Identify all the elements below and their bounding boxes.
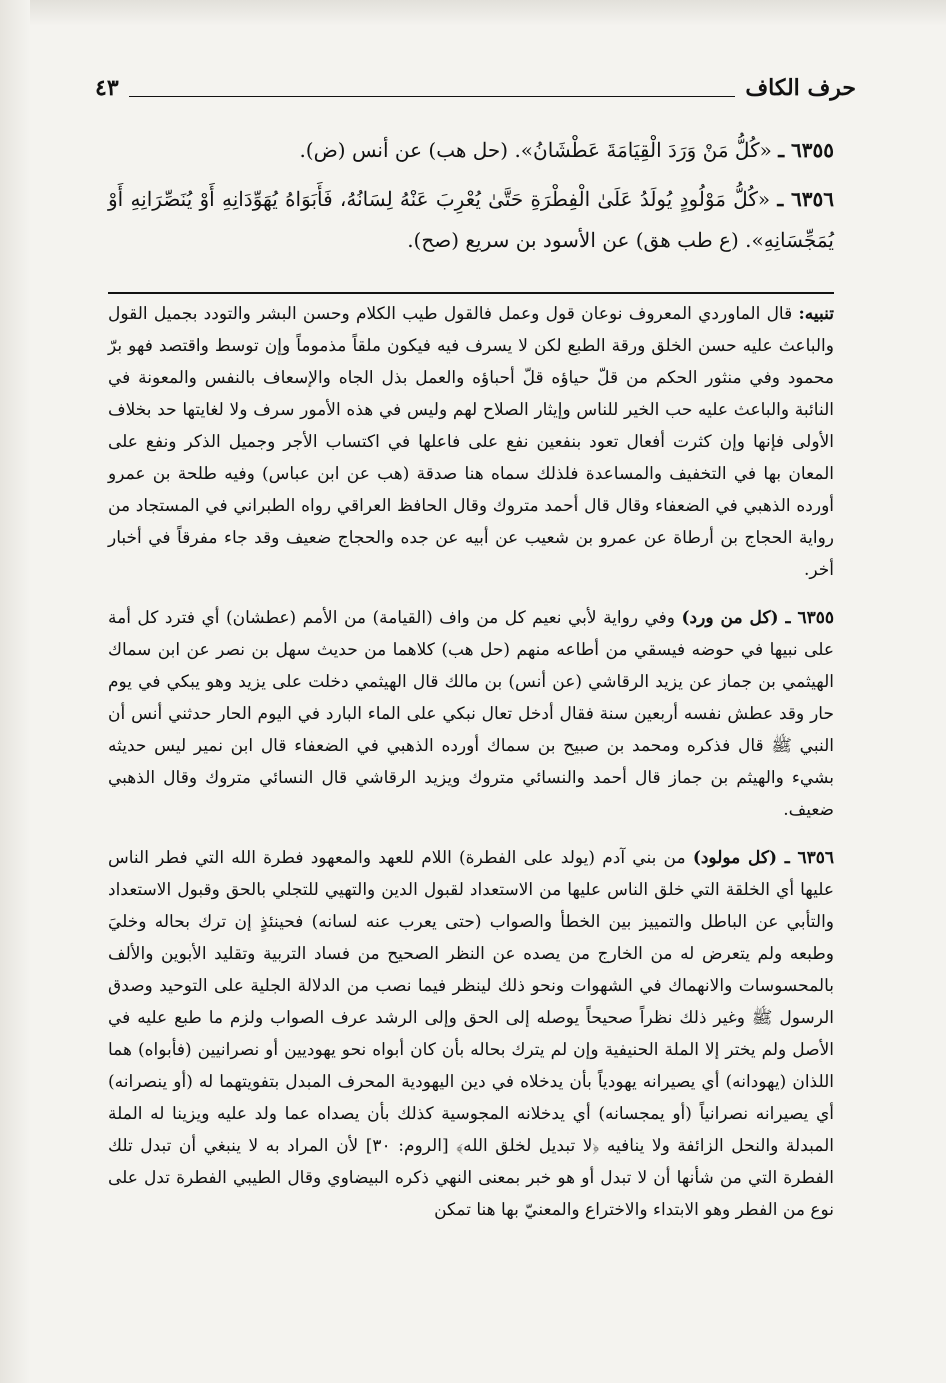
para-text: من بني آدم (يولد على الفطرة) اللام للعهد والمعهود فطرة الله التي فطر الناس عليها أي الخلقة التي خلق الناس عليها من الاستعداد لقبول الدين والتهيي للتجلي بالحق وقبول الاستعداد والتأبي عن الباطل والتمييز بين الخطأ والصواب (حتى يعرب عنه لسانه) فحينئذٍ إن ترك بحاله وخليَ وطبعه ولم يتعرض له من الخارج من يصده عن النظر الصحيح من فساد التربية وتقليد الأبوين والألف بالمحسوسات والانهماك في الشهوات ونحو ذلك لينظر فيما نصب من الدلالة الجلية على التوحيد وصدق الرسول ﷺ وغير ذلك نظراً صحيحاً يوصله إلى الحق وإلى الرشد عرف الصواب ولزم ما طبع عليه في الأصل ولم يختر إلا الملة الحنيفية وإن لم يترك بحاله بأن كان أبواه نحو يهوديين أو نصرانيين (فأبواه) هما اللذان (يهودانه) أي يصيرانه يهودياً بأن يدخلاه في دين اليهودية المحرف المبدل بتفويتهما له (أو ينصرانه) أي يصيرانه نصرانياً (أو يمجسانه) أي يدخلانه المجوسية كذلك بأن يصداه عما ولد عليه ويزينا له الملة المبدلة والنحل الزائفة ولا ينافيه ﴿لا تبديل لخلق الله﴾ [الروم: ٣٠] لأن المراد به لا ينبغي أن تبدل تلك الفطرة التي من شأنها أن لا تبدل أو هو خبر بمعنى النهي ذكره البيضاوي وقال الطيبي الفطرة تدل على نوع من الفطر وهو الابتداء والاختراع والمعنيّ بها هنا تمكن	[108, 848, 834, 1220]
running-title: حرف الكاف	[745, 75, 856, 101]
commentary-note	[108, 298, 834, 586]
footnote-separator	[108, 292, 834, 294]
para-label: ٦٣٥٦ ـ (كل مولود)	[692, 848, 834, 868]
page-header	[95, 70, 856, 106]
hadith-6355	[108, 130, 834, 171]
hadith-6356	[108, 179, 834, 261]
para-text: وفي رواية لأبي نعيم كل من واف (القيامة) من الأمم (عطشان) أي فترد كل أمة على نبيها في حوضه فيسقي من أطاعه منهم (حل هب) كلاهما من حديث سهل بن نصر عن ابن سماك الهيثمي بن جماز عن يزيد الرقاشي (عن أنس) بن مالك قال الهيثمي دخلت على يزيد وهو يبكي في يوم حار وقد عطش نفسه أربعين سنة فقال أدخل تعال نبكي على الماء البارد في اليوم الحار حدثني أنس أن النبي ﷺ قال فذكره ومحمد بن صبيح بن سماك أورده الذهبي في الضعفاء قال ابن نمير ليس حديثه بشيء والهيثم بن جماز قال أحمد والنسائي متروك ويزيد الرقاشي قال النسائي متروك وقال الذهبي ضعيف.	[108, 608, 834, 820]
para-label: ٦٣٥٥ ـ (كل من ورد)	[681, 608, 835, 628]
hadith-block	[108, 130, 834, 269]
page-number: ٤٣	[95, 75, 119, 101]
scan-edge-left	[0, 0, 30, 1383]
para-text: قال الماوردي المعروف نوعان قول وعمل فالقول طيب الكلام وحسن البشر والتودد بجميل القول والباعث عليه حسن الخلق ورقة الطبع لكن لا يسرف فيه فيكون ملقاً مذموماً وإن توسط واقتصد فهو برّ محمود وفي منثور الحكم من قلّ حياؤه قلّ أحباؤه والعمل بذل الجاه والإسعاف بالنفس والمعونة في النائبة والباعث عليه حب الخير للناس وإيثار الصلاح لهم وليس في هذه الأمور سرف ولا لغايتها حد بخلاف الأولى فإنها وإن كثرت أفعال تعود بنفعين نفع على فاعلها في اكتساب الأجر وجميل الذكر ونفع على المعان بها في التخفيف والمساعدة فلذلك سماه هنا صدقة (هب عن ابن عباس) وفيه طلحة بن عمرو أورده الذهبي في الضعفاء وقال قال أحمد متروك وقال الحافظ العراقي رواه الطبراني في المستجاد من رواية الحجاج بن أرطاة عن عمرو بن شعيب عن أبيه عن جده والحجاج ضعيف وقد جاء مفرقاً في أخبار أخر.	[108, 304, 834, 580]
hadith-text: «كُلُّ مَنْ وَرَدَ الْقِيَامَةَ عَطْشَانُ». (حل هب) عن أنس (ض).	[299, 138, 772, 162]
commentary	[108, 298, 834, 1242]
commentary-6356	[108, 842, 834, 1226]
para-label: تنبيه:	[798, 304, 835, 324]
hadith-number: ٦٣٥٥ ـ	[778, 138, 834, 162]
hadith-number: ٦٣٥٦ ـ	[777, 187, 835, 211]
commentary-6355	[108, 602, 834, 826]
hadith-text: «كُلُّ مَوْلُودٍ يُولَدُ عَلَىٰ الْفِطْرَةِ حَتَّىٰ يُعْرِبَ عَنْهُ لِسَانُهُ، فَأَبَوَاهُ يُهَوِّدَانِهِ أَوْ يُنَصِّرَانِهِ أَوْ يُمَجِّسَانِهِ». (ع طب هق) عن الأسود بن سريع (صح).	[108, 187, 834, 252]
header-rule	[129, 96, 736, 97]
scan-edge-top	[0, 0, 946, 26]
